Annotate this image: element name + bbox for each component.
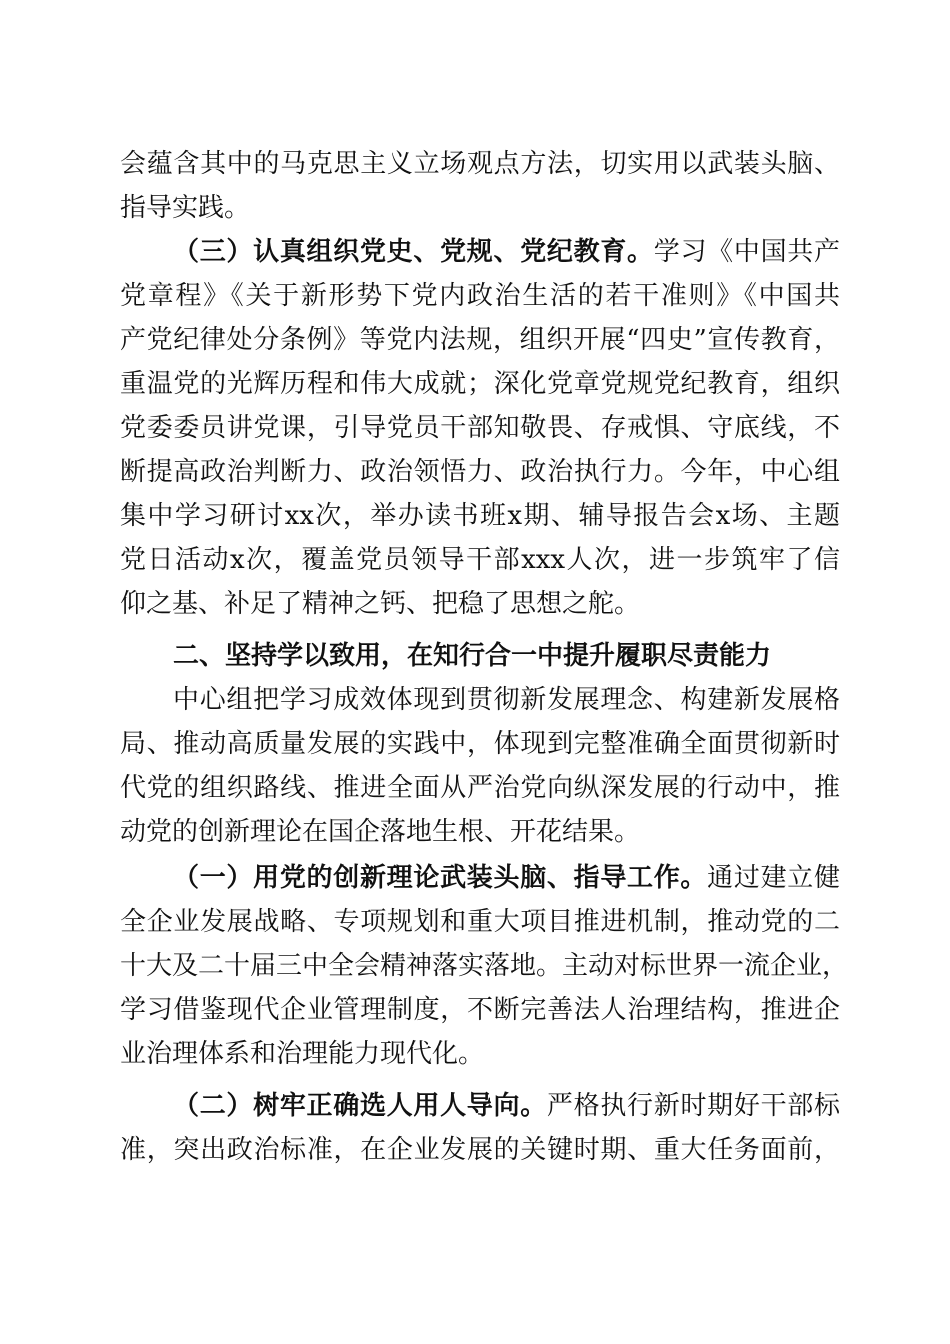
body-line: 党委委员讲党课，引导党员干部知敬畏、存戒惧、守底线，不	[120, 413, 840, 443]
paragraph-first-line	[173, 856, 840, 900]
body-line: 党章程》《关于新形势下党内政治生活的若干准则》《中国共	[120, 281, 840, 311]
body-line: 断提高政治判断力、政治领悟力、政治执行力。今年，中心组	[120, 457, 840, 487]
body-line: 仰之基、补足了精神之钙、把稳了思想之舵。	[120, 589, 641, 619]
paragraph-text: 通过建立健	[707, 863, 840, 893]
paragraph-first-line	[173, 1084, 840, 1128]
body-line: 业治理体系和治理能力现代化。	[120, 1039, 485, 1069]
paragraph-first-line	[173, 230, 840, 274]
body-line: 动党的创新理论在国企落地生根、开花结果。	[120, 817, 641, 847]
subsection-heading: （一）用党的创新理论武装头脑、指导工作。	[173, 863, 708, 893]
section-title: 二、坚持学以致用，在知行合一中提升履职尽责能力	[173, 641, 772, 671]
body-line: 学习借鉴现代企业管理制度，不断完善法人治理结构，推进企	[120, 995, 840, 1025]
body-line: 十大及二十届三中全会精神落实落地。主动对标世界一流企业，	[120, 951, 849, 981]
subsection-heading: （三）认真组织党史、党规、党纪教育。	[173, 237, 654, 267]
body-line: 集中学习研讨xx次，举办读书班x期、辅导报告会x场、主题	[120, 501, 840, 531]
body-line: 中心组把学习成效体现到贯彻新发展理念、构建新发展格	[173, 685, 840, 715]
subsection-heading: （二）树牢正确选人用人导向。	[173, 1091, 547, 1121]
body-line: 产党纪律处分条例》等党内法规，组织开展“四史”宣传教育，	[120, 325, 840, 355]
body-line: 党日活动x次，覆盖党员领导干部xxx人次，进一步筑牢了信	[120, 545, 840, 575]
body-line: 会蕴含其中的马克思主义立场观点方法，切实用以武装头脑、	[120, 149, 840, 179]
paragraph-text: 严格执行新时期好干部标	[546, 1091, 840, 1121]
body-line: 重温党的光辉历程和伟大成就；深化党章党规党纪教育，组织	[120, 369, 840, 399]
paragraph-text: 学习《中国共产	[653, 237, 840, 267]
body-line: 全企业发展战略、专项规划和重大项目推进机制，推动党的二	[120, 907, 840, 937]
body-line: 准，突出政治标准，在企业发展的关键时期、重大任务面前，	[120, 1135, 840, 1165]
body-line: 局、推动高质量发展的实践中，体现到完整准确全面贯彻新时	[120, 729, 840, 759]
body-line: 代党的组织路线、推进全面从严治党向纵深发展的行动中，推	[120, 773, 840, 803]
body-line: 指导实践。	[120, 193, 251, 223]
